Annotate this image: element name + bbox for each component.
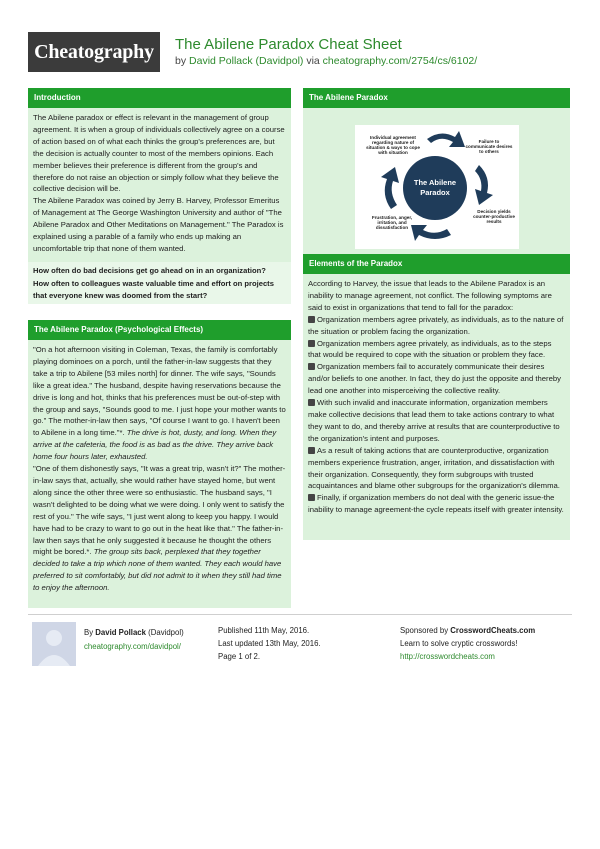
center-label-line-1: The Abilene (413, 178, 457, 187)
by-prefix: by (175, 55, 190, 67)
diagram-panel (303, 108, 570, 268)
symptom-item (308, 445, 565, 493)
symptom-text: Organization members agree privately, as individuals, as to the steps that would be required to cope with the situation or problem they face. (308, 338, 552, 360)
story-part-1: "On a hot afternoon visiting in Coleman, Texas, the family is comfortably playing dominoes on a porch, until the father-in-law suggests that they take a trip to Abilene [53 miles north] for dinner. The wife says, "Sounds like a great idea." The husband, despite having reservations because the drive is long and hot, thinks that his preferences must be out-of-step with the group and says, "Sounds good to me. I just hope your mother wants to go." The mother-in-law then says, "Of course I want to go. I haven't been to Abilene in a long time."*. (33, 345, 286, 438)
footer-sponsor (400, 624, 535, 638)
diagram-label-bottom-left: Frustration, anger, irritation, and dissatisfaction (371, 215, 413, 230)
sponsor-name[interactable]: CrosswordCheats.com (450, 626, 536, 635)
story-part-2: "One of them dishonestly says, "It was a great trip, wasn't it?" The mother-in-law says that, actually, she would rather have stayed home, but went along since the other three were so enthusiastic. The husband says, "I wasn't delighted to be doing what we were doing. I only went to satisfy the rest of you." The wife says, "I just went along to keep you happy. I would have had to be crazy to want to go out in the heat like that." The father-in-law then says that he only suggested it because he thought the others might be bored.*. (33, 464, 286, 557)
footer-page-number: Page 1 of 2. (218, 652, 261, 661)
story-paragraph-2 (33, 463, 286, 594)
sponsor-tagline: Learn to solve cryptic crosswords! (400, 639, 518, 648)
symptom-item (308, 314, 565, 338)
symptom-text: As a result of taking actions that are counterproductive, organization members experience frustration, anger, irritation, and dissatisfaction with their organization. Consequently, they form subgroups with trusted acquaintances and blame other subgroups for the organization's dilemma. (308, 445, 560, 491)
author-avatar[interactable] (32, 622, 76, 666)
sheet-url-link[interactable]: cheatography.com/2754/cs/6102/ (322, 55, 478, 67)
symptom-item (308, 492, 565, 516)
diagram-section (303, 88, 570, 268)
byline (175, 55, 477, 67)
introduction-paragraph-1: The Abilene paradox or effect is relevant in the management of group agreement. It is when a group of individuals collectively agree on a course of action based on of what each thinks the group's preferences are, but the decision is actually counter to most of the members opinions. Each member believes their preference is different from the group's and therefore do not raise an objection or simply follow what they believe the collective decision will be. (33, 113, 285, 194)
bullet-icon (308, 494, 315, 501)
question-2: How often to colleagues waste valuable time and effort on projects that everyone knew was doomed from the start? (33, 278, 274, 301)
diagram-label-bottom-right: Decision yields counter-productive results (473, 209, 515, 224)
footer-updated: Last updated 13th May, 2016. (218, 639, 321, 648)
footer-author-url[interactable] (84, 640, 181, 654)
story-part-2-italic: The group sits back, perplexed that they together decided to take a trip which none of them wanted. They each would have preferred to sit comfortably, but did not admit to it when they still had time to enjoy the afternoon. (33, 547, 282, 593)
bullet-icon (308, 363, 315, 370)
question-1: How often do bad decisions get go ahead on in an organization? (33, 266, 266, 275)
elements-intro: According to Harvey, the issue that leads to the Abilene Paradox is an inability to manage agreement, not conflict. The following symptoms are said to exist in organizations that tend to fall for the paradox: (308, 279, 552, 312)
symptom-text: Organization members fail to accurately communicate their desires and/or beliefs to one another. In fact, they do just the opposite and thereby lead one another into misperceiving the collective reality. (308, 362, 562, 396)
footer-published: Published 11th May, 2016. (218, 626, 310, 635)
introduction-questions (28, 262, 291, 304)
diagram-heading: The Abilene Paradox (303, 88, 570, 108)
psychological-effects-section (28, 320, 291, 608)
elements-heading: Elements of the Paradox (303, 254, 570, 274)
author-link[interactable]: David Pollack (Davidpol) (189, 55, 304, 67)
abilene-cycle-diagram (355, 125, 519, 249)
bullet-icon (308, 399, 315, 406)
bullet-icon (308, 447, 315, 454)
footer-divider (28, 614, 572, 615)
arrow-top-icon (427, 131, 465, 147)
introduction-section (28, 88, 291, 304)
introduction-heading: Introduction (28, 88, 291, 108)
center-label-line-2: Paradox (420, 188, 450, 197)
symptom-text: Organization members agree privately, as individuals, as to the nature of the situation or problem facing the organization. (308, 314, 564, 336)
footer-author-url-text[interactable]: cheatography.com/davidpol/ (84, 642, 181, 651)
avatar-placeholder-icon (32, 622, 76, 666)
psychological-effects-body (28, 340, 291, 608)
introduction-paragraph-2: The Abilene Paradox was coined by Jerry B. Harvey, Professor Emeritus of Management at The George Washington University and author of "The Abilene Paradox and Other Meditations on Management." The Paradox is explained using a parable of a family who ends up making an uncomfortable trip that none of them wanted. (33, 196, 284, 253)
page-title: The Abilene Paradox Cheat Sheet (175, 36, 402, 53)
symptom-text: Finally, if organization members do not deal with the generic issue-the inability to manage agreement-the cycle repeats itself with greater intensity. (308, 493, 564, 515)
sponsor-url-text[interactable]: http://crosswordcheats.com (400, 652, 495, 661)
symptom-item (308, 397, 565, 445)
footer-by: By (84, 628, 96, 637)
symptom-item (308, 338, 565, 362)
via-text: via (303, 55, 323, 67)
footer-author (84, 626, 184, 640)
arrow-left-icon (381, 167, 399, 209)
story-paragraph-1 (33, 344, 286, 463)
elements-section (303, 254, 570, 540)
sponsor-url[interactable] (400, 650, 495, 664)
sponsor-prefix: Sponsored by (400, 626, 451, 635)
footer-author-handle: (Davidpol) (145, 628, 184, 637)
arrow-right-icon (475, 165, 493, 205)
introduction-body (28, 108, 291, 262)
symptom-text: With such invalid and inaccurate information, organization members make collective decisions that lead them to take actions contrary to what they want to do, and thereby arrive at results that are counterproductive to the organization's intent and purposes. (308, 398, 560, 443)
diagram-label-top-right: Failure to communicate desires to others (465, 139, 513, 154)
elements-body (303, 274, 570, 540)
diagram-label-top-left: Individual agreement regarding nature of situation & ways to cope with situation (366, 135, 420, 155)
bullet-icon (308, 316, 315, 323)
story-part-1-italic: The drive is hot, dusty, and long. When they arrive at the cafeteria, the food is as bad as the drive. They arrive back home four hours later, exhausted. (33, 428, 277, 462)
cheatography-logo[interactable]: Cheatography (28, 32, 160, 72)
psychological-effects-heading: The Abilene Paradox (Psychological Effects) (28, 320, 291, 340)
footer-author-name[interactable]: David Pollack (95, 628, 146, 637)
symptom-item (308, 361, 565, 397)
bullet-icon (308, 340, 315, 347)
